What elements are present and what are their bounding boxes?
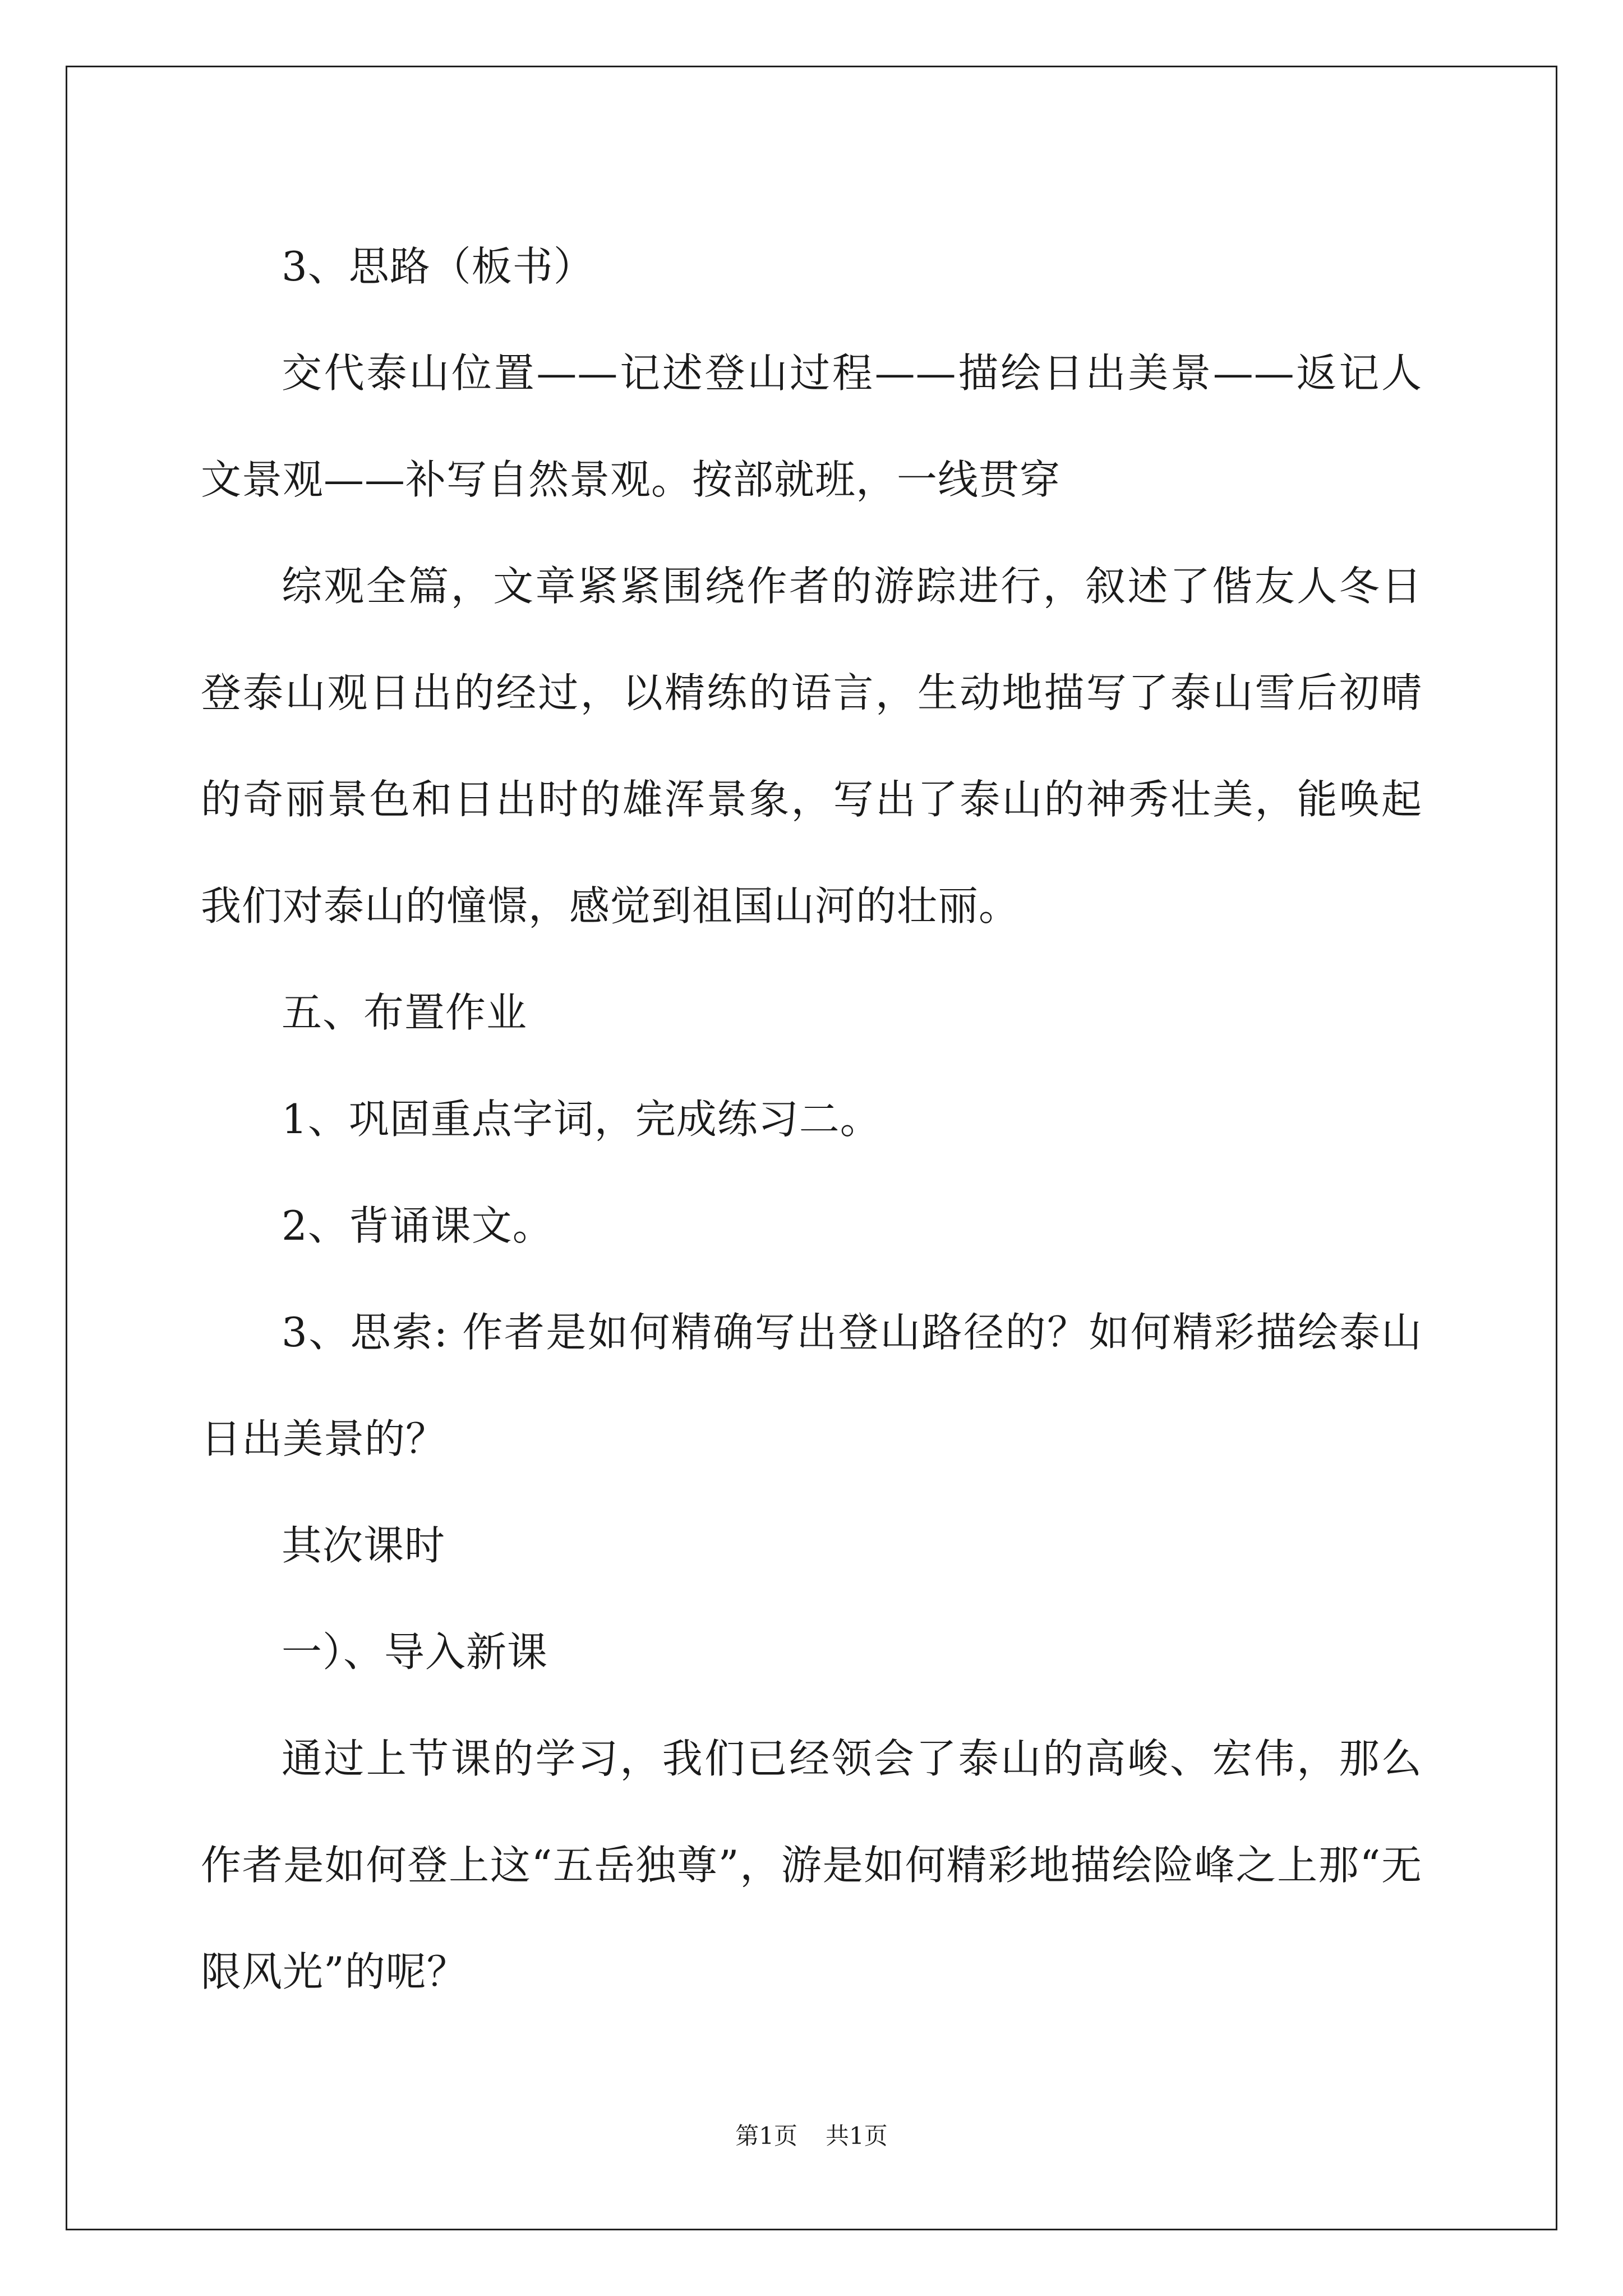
paragraph-outline: 交代泰山位置——记述登山过程——描绘日出美景——返记人文景观——补写自然景观。按部就班，一线贯穿 [201, 349, 1422, 503]
paragraph-homework-2: 2、背诵课文。 [282, 1202, 554, 1249]
paragraph-second-lesson: 其次课时 [282, 1522, 446, 1569]
paragraph-summary: 综观全篇，文章紧紧围绕作者的游踪进行，叙述了偕友人冬日登泰山观日出的经过，以精练的语言，生动地描写了泰山雪后初晴的奇丽景色和日出时的雄浑景象，写出了泰山的神秀壮美，能唤起我们对泰山的憧憬，感觉到祖国山河的壮丽。 [201, 563, 1422, 930]
paragraph-homework-1: 1、巩固重点字词，完成练习二。 [282, 1096, 881, 1143]
document-body [201, 213, 1422, 2025]
page-footer [0, 2119, 1623, 2153]
page-total: 共1页 [826, 2122, 888, 2150]
page-number: 第1页 [735, 2122, 797, 2150]
paragraph-intro: 通过上节课的学习，我们已经领会了泰山的高峻、宏伟，那么作者是如何登上这“五岳独尊”，游是如何精彩地描绘险峰之上那“无限风光”的呢？ [201, 1735, 1422, 1995]
paragraph-intro-heading: 一）、导入新课 [282, 1628, 548, 1676]
paragraph-outline-heading: 3、思路（板书） [282, 243, 594, 290]
paragraph-homework-3: 3、思索: 作者是如何精确写出登山路径的？如何精彩描绘泰山日出美景的？ [201, 1309, 1422, 1462]
paragraph-homework-heading: 五、布置作业 [282, 989, 528, 1036]
